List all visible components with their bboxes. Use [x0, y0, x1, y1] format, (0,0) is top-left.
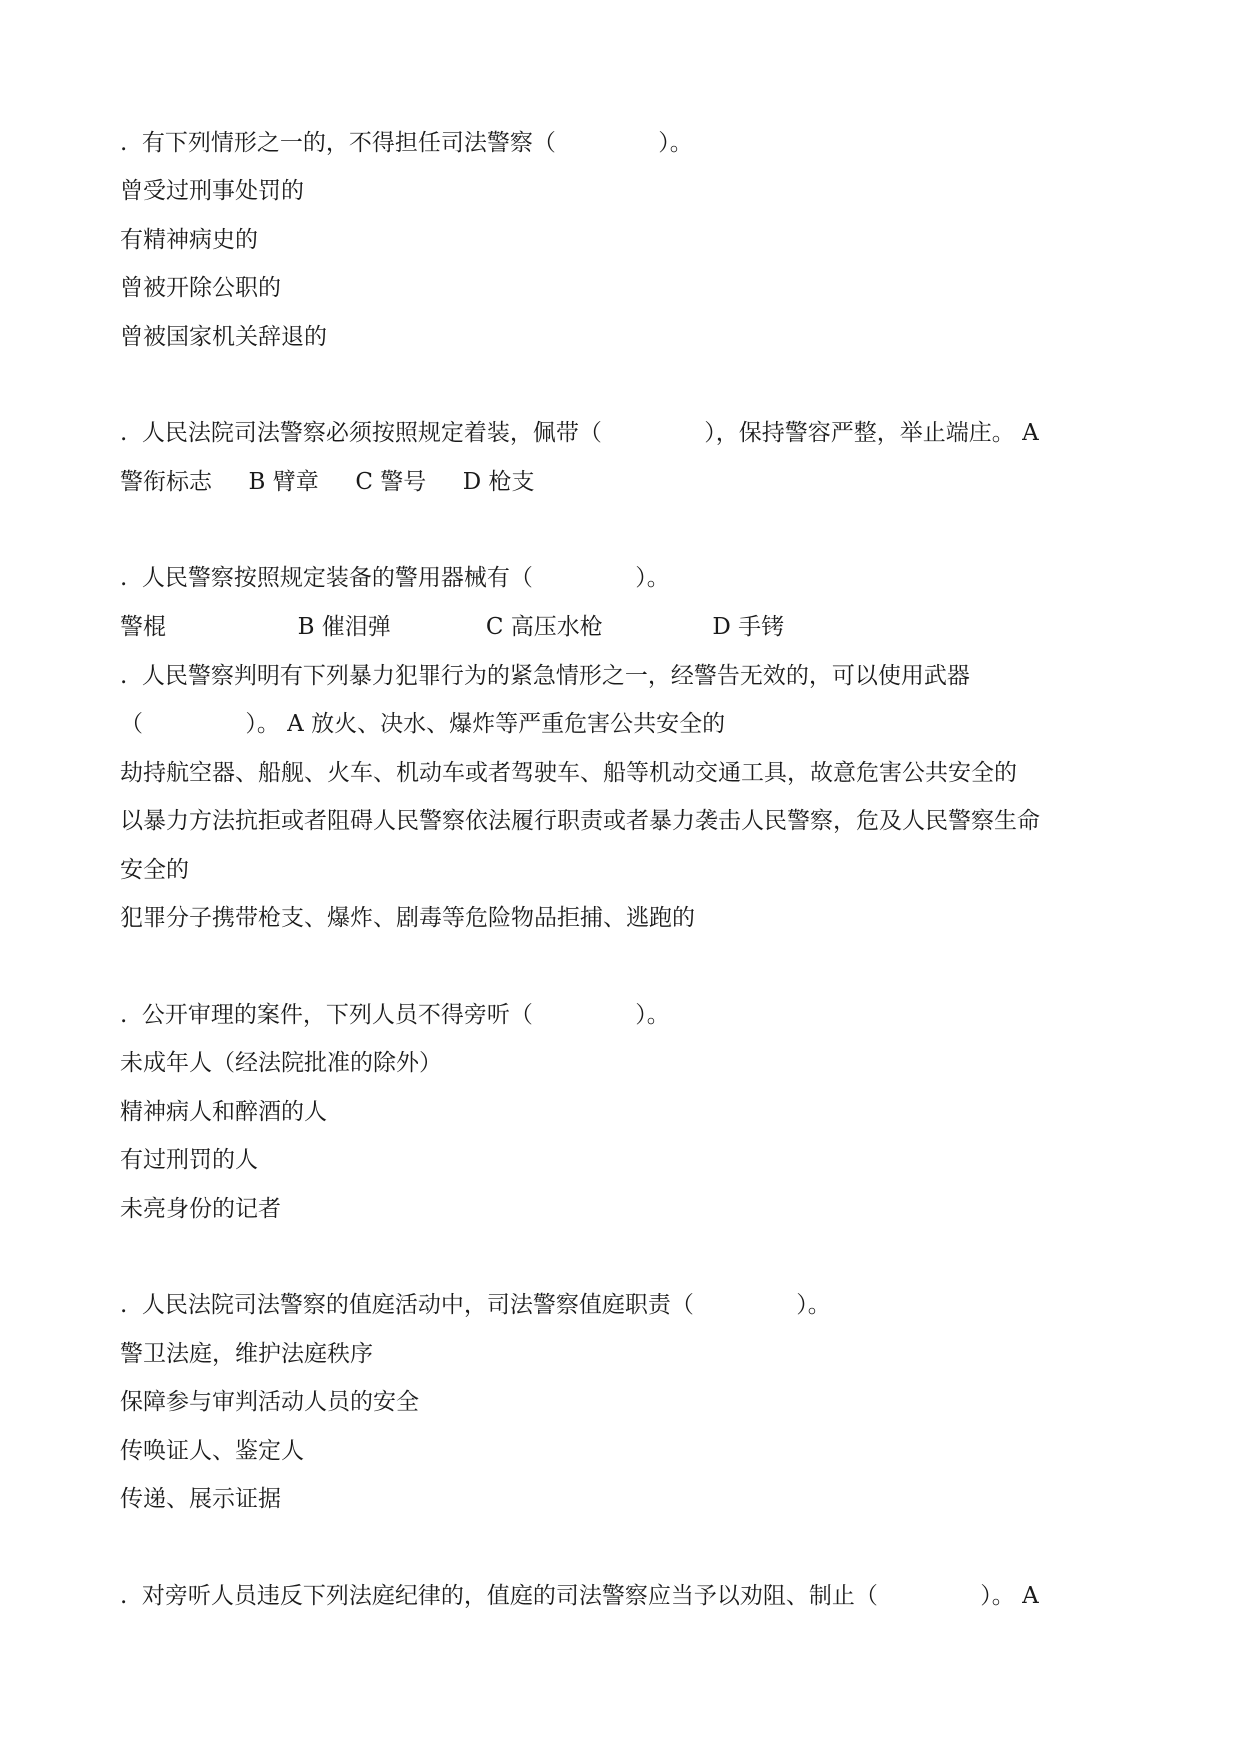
- question-5-option: 未亮身份的记者: [120, 1196, 281, 1222]
- question-1-stem: . 有下列情形之一的，不得担任司法警察（ ）。: [120, 130, 693, 156]
- question-1-option: 有精神病史的: [120, 227, 258, 253]
- question-6-option: 传递、展示证据: [120, 1486, 281, 1512]
- question-2-stem: . 人民法院司法警察必须按照规定着装，佩带（ ），保持警容严整，举止端庄。 A: [120, 420, 1039, 446]
- question-5-option: 精神病人和醉酒的人: [120, 1099, 327, 1125]
- question-6-stem: . 人民法院司法警察的值庭活动中，司法警察值庭职责（ ）。: [120, 1292, 831, 1318]
- question-2-options: 警衔标志 B 臂章 C 警号 D 枪支: [120, 469, 535, 495]
- question-3-stem: . 人民警察按照规定装备的警用器械有（ ）。: [120, 565, 670, 591]
- question-6-option: 保障参与审判活动人员的安全: [120, 1389, 419, 1415]
- question-5-option: 有过刑罚的人: [120, 1147, 258, 1173]
- question-4-stem: . 人民警察判明有下列暴力犯罪行为的紧急情形之一，经警告无效的，可以使用武器: [120, 663, 970, 689]
- question-1-option: 曾被开除公职的: [120, 275, 281, 301]
- question-4-option: 以暴力方法抗拒或者阻碍人民警察依法履行职责或者暴力袭击人民警察，危及人民警察生命: [120, 808, 1040, 834]
- question-4-option: 犯罪分子携带枪支、爆炸、剧毒等危险物品拒捕、逃跑的: [120, 905, 695, 931]
- question-4-option: 安全的: [120, 857, 189, 883]
- question-4-stem-continued: （ ）。 A 放火、决水、爆炸等严重危害公共安全的: [120, 711, 726, 737]
- question-6-option: 传唤证人、鉴定人: [120, 1438, 304, 1464]
- question-3-options: 警棍 B 催泪弹 C 高压水枪 D 手铐: [120, 614, 785, 640]
- question-5-option: 未成年人（经法院批准的除外）: [120, 1050, 442, 1076]
- question-1-option: 曾被国家机关辞退的: [120, 324, 327, 350]
- question-7-stem: . 对旁听人员违反下列法庭纪律的，值庭的司法警察应当予以劝阻、制止（ ）。 A: [120, 1583, 1039, 1609]
- question-6-option: 警卫法庭，维护法庭秩序: [120, 1341, 373, 1367]
- question-4-option: 劫持航空器、船舰、火车、机动车或者驾驶车、船等机动交通工具，故意危害公共安全的: [120, 760, 1017, 786]
- question-5-stem: . 公开审理的案件，下列人员不得旁听（ ）。: [120, 1002, 670, 1028]
- question-1-option: 曾受过刑事处罚的: [120, 178, 304, 204]
